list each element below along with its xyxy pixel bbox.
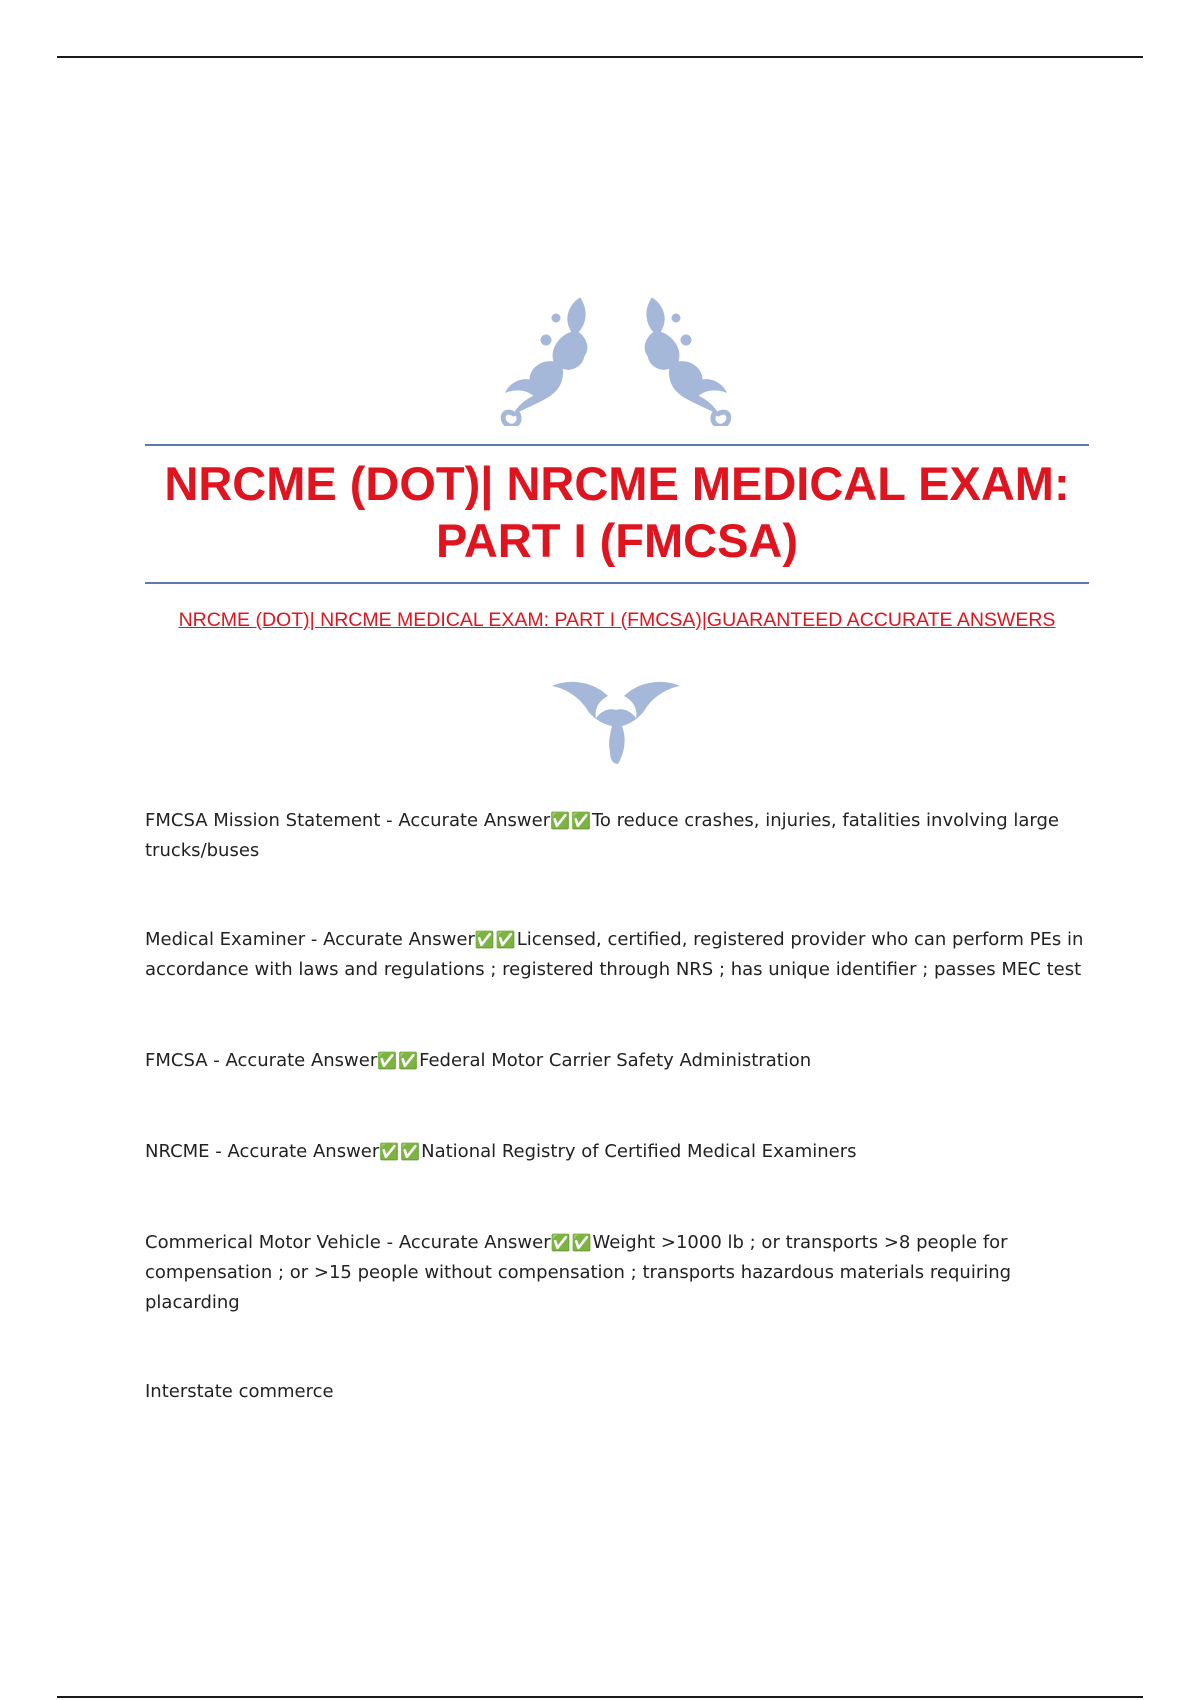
check-circle-icon: ✅✅ [379,1142,422,1161]
floral-flourish-icon [498,296,734,426]
page-top-rule [57,56,1143,58]
entry-answer: Federal Motor Carrier Safety Administration [419,1050,812,1071]
entry-answer: To reduce crashes, injuries, fatalities involving large trucks/buses [145,810,1059,861]
check-circle-icon: ✅✅ [474,930,517,949]
subtitle-link[interactable]: NRCME (DOT)| NRCME MEDICAL EXAM: PART I (FMCSA)|GUARANTEED ACCURATE ANSWERS [178,609,1056,631]
entry-term: FMCSA - [145,1050,226,1071]
qa-entry-commercial-motor-vehicle [145,1228,1090,1318]
answer-label: Accurate Answer [323,929,475,950]
qa-entry-medical-examiner [145,925,1090,985]
qa-entry-nrcme [145,1137,1090,1167]
page-bottom-rule [57,1696,1143,1698]
check-circle-icon: ✅✅ [550,1233,593,1252]
entry-term: FMCSA Mission Statement - [145,810,399,831]
title-bottom-rule [145,582,1089,584]
check-circle-icon: ✅✅ [550,811,592,830]
fleuron-divider-icon [550,678,682,766]
answer-label: Accurate Answer [398,810,551,831]
qa-entry-fmcsa [145,1046,1090,1076]
entry-answer: Licensed, certified, registered provider who can perform PEs in accordance with laws and regulations ; registered through NRS ; has unique identifier ; passes MEC test [145,929,1084,980]
qa-entry-mission-statement [145,806,1090,866]
entry-term: Commerical Motor Vehicle - [145,1232,399,1253]
entry-term: Medical Examiner - [145,929,324,950]
entry-answer: Weight >1000 lb ; or transports >8 people for compensation ; or >15 people without compensation ; transports hazardous materials requiring placarding [145,1232,1012,1313]
answer-label: Accurate Answer [398,1232,551,1253]
entry-answer: National Registry of Certified Medical Examiners [421,1141,857,1162]
trailing-text: Interstate commerce [145,1381,334,1402]
document-title: NRCME (DOT)| NRCME MEDICAL EXAM: PART I (FMCSA) [164,457,1070,567]
answer-label: Accurate Answer [225,1050,378,1071]
title-top-rule [145,444,1089,446]
check-circle-icon: ✅✅ [377,1051,420,1070]
answer-label: Accurate Answer [227,1141,380,1162]
entry-term: NRCME - [145,1141,228,1162]
